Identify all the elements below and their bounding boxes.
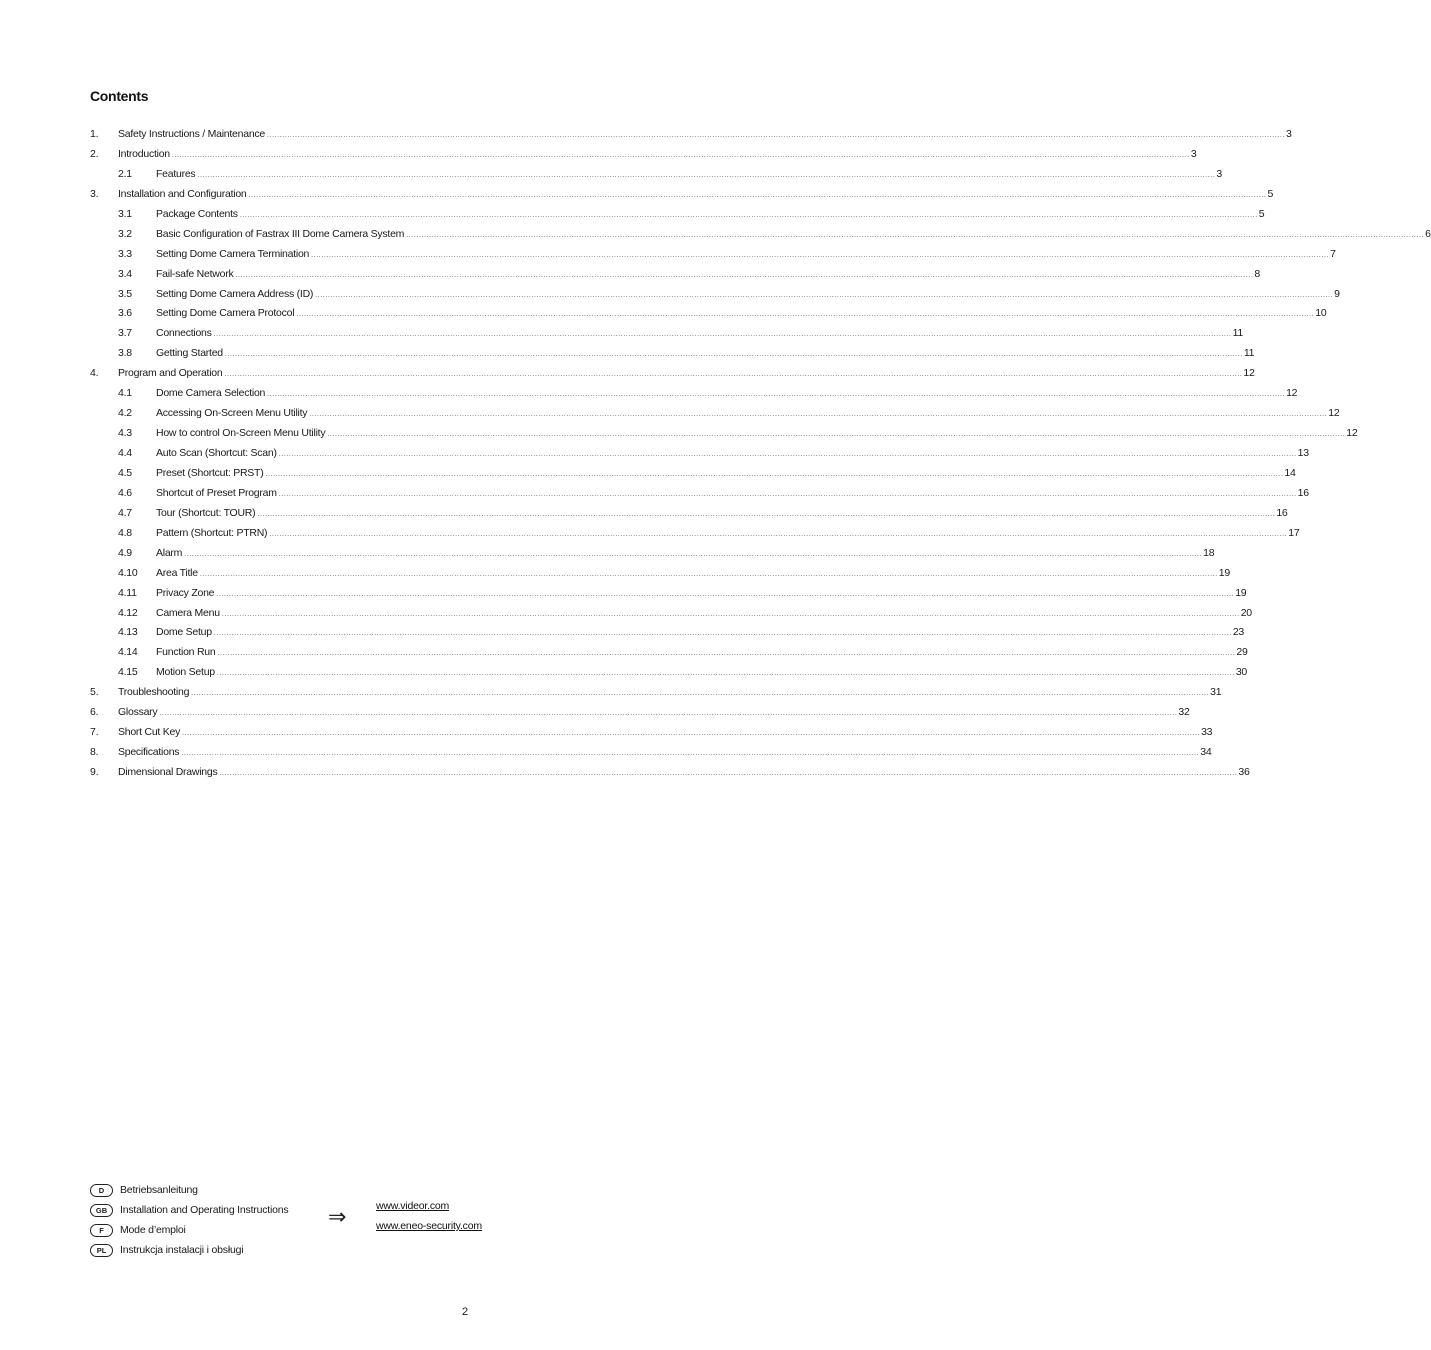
toc-leader-dots: ................................................................................................................................................................................................................................................................................................................................................................................................................ [182,730,1201,738]
toc-leader-dots: ................................................................................................................................................................................................................................................................................................................................................................................................................ [311,251,1330,259]
toc-leader-dots: ................................................................................................................................................................................................................................................................................................................................................................................................................ [265,470,1284,478]
toc-entry[interactable] [90,606,1252,627]
toc-entry-page: 32 [1178,706,1190,719]
toc-entry[interactable] [90,726,1213,746]
toc-leader-dots: ................................................................................................................................................................................................................................................................................................................................................................................................................ [181,750,1200,758]
toc-leader-dots: ................................................................................................................................................................................................................................................................................................................................................................................................................ [217,650,1236,658]
toc-leader-dots: ................................................................................................................................................................................................................................................................................................................................................................................................................ [197,171,1216,179]
toc-leader-dots: ................................................................................................................................................................................................................................................................................................................................................................................................................ [224,351,1243,359]
toc-entry-number: 4.15 [118,666,138,679]
toc-entry[interactable] [90,766,1250,786]
toc-entry-number: 4.10 [118,566,138,579]
language-item [90,1180,288,1200]
toc-entry-page: 29 [1236,646,1248,659]
toc-entry-title: Connections [156,327,212,340]
toc-entry[interactable] [90,686,1222,706]
toc-entry-number: 6. [90,706,99,719]
language-label: Mode d’emploi [120,1224,186,1236]
toc-entry-title: Safety Instructions / Maintenance [118,128,265,140]
toc-entry-title: Setting Dome Camera Protocol [156,307,295,320]
toc-entry-title: Privacy Zone [156,586,215,599]
toc-entry[interactable] [90,746,1212,766]
toc-entry-page: 17 [1288,526,1300,539]
toc-entry-page: 7 [1330,247,1336,260]
toc-entry-title: Camera Menu [156,606,220,619]
toc-leader-dots: ................................................................................................................................................................................................................................................................................................................................................................................................................ [239,211,1258,219]
toc-leader-dots: ................................................................................................................................................................................................................................................................................................................................................................................................................ [213,331,1232,339]
toc-leader-dots: ................................................................................................................................................................................................................................................................................................................................................................................................................ [248,191,1267,199]
toc-entry-title: Alarm [156,546,183,559]
arrow-icon: ⇒ [328,1205,347,1230]
toc-entry-number: 4.5 [118,466,132,479]
toc-entry-number: 4.4 [118,447,132,459]
toc-entry[interactable] [90,247,1336,268]
toc-entry[interactable] [90,207,1265,228]
toc-entry[interactable] [90,187,1274,208]
language-item [90,1220,288,1240]
toc-entry-number: 9. [90,766,99,778]
toc-entry[interactable] [90,287,1340,308]
toc-entry[interactable] [90,626,1244,646]
toc-entry-number: 5. [90,686,99,699]
toc-entry[interactable] [90,506,1288,527]
toc-entry[interactable] [90,227,1431,248]
toc-entry-title: Basic Configuration of Fastrax III Dome Camera System [156,227,405,240]
toc-entry-title: Short Cut Key [118,726,181,739]
toc-entry-page: 16 [1297,486,1309,499]
toc-leader-dots: ................................................................................................................................................................................................................................................................................................................................................................................................................ [257,510,1276,518]
toc-entry[interactable] [90,367,1255,387]
toc-entry-number: 4.9 [118,546,132,559]
toc-entry-title: Package Contents [156,207,238,220]
toc-entry[interactable] [90,347,1255,367]
toc-entry-page: 31 [1210,686,1222,699]
toc-entry-page: 11 [1232,327,1243,340]
toc-entry-number: 3.8 [118,347,132,360]
toc-entry-title: Glossary [118,706,158,719]
toc-entry-title: Pattern (Shortcut: PTRN) [156,526,268,539]
toc-entry[interactable] [90,666,1247,686]
toc-entry-page: 8 [1254,267,1260,280]
toc-entry-title: Getting Started [156,347,223,360]
toc-entry-page: 19 [1218,566,1230,579]
toc-entry-page: 11 [1243,347,1255,360]
toc-entry-page: 10 [1315,307,1327,320]
toc-leader-dots: ................................................................................................................................................................................................................................................................................................................................................................................................................ [219,770,1238,777]
toc-entry-number: 4.13 [118,626,138,639]
toc-leader-dots: ................................................................................................................................................................................................................................................................................................................................................................................................................ [309,411,1328,419]
toc-leader-dots: ................................................................................................................................................................................................................................................................................................................................................................................................................ [315,291,1334,299]
toc-entry-page: 36 [1238,766,1250,778]
toc-entry-page: 30 [1235,666,1247,679]
toc-leader-dots: ................................................................................................................................................................................................................................................................................................................................................................................................................ [216,590,1235,598]
toc-entry-title: Tour (Shortcut: TOUR) [156,506,256,519]
toc-entry-title: Setting Dome Camera Termination [156,247,310,260]
language-code-badge: D [90,1184,113,1197]
toc-leader-dots: ................................................................................................................................................................................................................................................................................................................................................................................................................ [278,451,1297,458]
toc-entry-number: 1. [90,128,99,140]
website-links [376,1200,482,1240]
toc-entry-title: Program and Operation [118,367,223,380]
toc-entry-number: 4.1 [118,387,132,400]
toc-entry[interactable] [90,128,1292,148]
toc-entry-number: 3.6 [118,307,132,320]
toc-entry-title: Fail-safe Network [156,267,234,280]
toc-entry-page: 19 [1235,586,1247,599]
toc-entry-title: Preset (Shortcut: PRST) [156,466,264,479]
toc-entry-page: 12 [1243,367,1255,380]
toc-entry-title: Dimensional Drawings [118,766,218,778]
toc-entry-page: 16 [1276,506,1288,519]
website-link[interactable]: www.videor.com [376,1200,450,1212]
toc-entry-title: Area Title [156,566,198,579]
toc-entry[interactable] [90,427,1358,447]
toc-entry-number: 4.12 [118,606,138,619]
toc-entry-page: 12 [1286,387,1298,400]
language-label: Betriebsanleitung [120,1184,198,1196]
language-label: Instrukcja instalacji i obsługi [120,1244,244,1256]
toc-entry-page: 33 [1201,726,1213,739]
toc-entry-number: 3.4 [118,267,132,280]
toc-entry[interactable] [90,267,1260,288]
toc-entry[interactable] [90,447,1309,467]
toc-entry-page: 12 [1328,407,1340,420]
toc-entry-number: 4.8 [118,526,132,539]
toc-leader-dots: ................................................................................................................................................................................................................................................................................................................................................................................................................ [159,710,1178,718]
toc-entry-page: 34 [1200,746,1212,759]
toc-entry-title: Auto Scan (Shortcut: Scan) [156,447,277,459]
toc-entry-number: 2.1 [118,167,132,180]
toc-entry[interactable] [90,586,1247,607]
toc-entry-number: 3. [90,187,99,200]
toc-entry-title: Installation and Configuration [118,187,247,200]
toc-entry[interactable] [90,167,1222,188]
page-title: Contents [90,88,149,104]
toc-entry-number: 3.3 [118,247,132,260]
website-link[interactable]: www.eneo-security.com [376,1220,482,1232]
toc-entry-page: 14 [1284,466,1296,479]
toc-entry-page: 23 [1232,626,1244,639]
toc-entry-page: 3 [1190,147,1197,160]
language-code-badge: GB [90,1204,113,1217]
toc-leader-dots: ................................................................................................................................................................................................................................................................................................................................................................................................................ [278,490,1297,498]
toc-leader-dots: ................................................................................................................................................................................................................................................................................................................................................................................................................ [171,151,1190,159]
toc-entry[interactable] [90,387,1298,407]
toc-entry-title: Features [156,167,196,180]
toc-leader-dots: ................................................................................................................................................................................................................................................................................................................................................................................................................ [216,670,1235,678]
toc-leader-dots: ................................................................................................................................................................................................................................................................................................................................................................................................................ [213,630,1232,638]
toc-entry-number: 3.7 [118,327,132,340]
toc-entry-title: Introduction [118,147,170,160]
toc-entry[interactable] [90,307,1327,327]
language-list [90,1180,288,1260]
language-code-badge: F [90,1224,113,1237]
toc-entry[interactable] [90,466,1296,487]
toc-leader-dots: ................................................................................................................................................................................................................................................................................................................................................................................................................ [235,271,1254,279]
toc-entry[interactable] [90,526,1300,547]
page-number: 2 [461,1306,469,1318]
toc-leader-dots: ................................................................................................................................................................................................................................................................................................................................................................................................................ [184,550,1203,558]
toc-entry-page: 9 [1334,287,1340,300]
toc-entry[interactable] [90,706,1190,726]
toc-entry[interactable] [90,486,1309,507]
toc-entry-title: Dome Setup [156,626,212,639]
language-item [90,1200,288,1220]
toc-entry-page: 5 [1258,207,1265,220]
table-of-contents [90,128,1431,786]
toc-entry-title: Specifications [118,746,180,759]
toc-leader-dots: ................................................................................................................................................................................................................................................................................................................................................................................................................ [191,690,1210,698]
toc-leader-dots: ................................................................................................................................................................................................................................................................................................................................................................................................................ [267,391,1286,399]
language-label: Installation and Operating Instructions [120,1204,289,1216]
toc-entry-title: Dome Camera Selection [156,387,266,400]
toc-leader-dots: ................................................................................................................................................................................................................................................................................................................................................................................................................ [269,530,1288,538]
toc-entry-number: 4.7 [118,506,132,519]
toc-entry[interactable] [90,407,1340,427]
toc-entry-page: 13 [1297,447,1309,459]
toc-entry[interactable] [90,147,1197,168]
toc-entry-number: 7. [90,726,99,739]
toc-entry-number: 3.5 [118,287,132,300]
toc-entry-page: 3 [1285,128,1292,140]
toc-entry[interactable] [90,566,1230,587]
toc-entry-number: 4.6 [118,486,132,499]
toc-leader-dots: ................................................................................................................................................................................................................................................................................................................................................................................................................ [199,570,1218,578]
toc-leader-dots: ................................................................................................................................................................................................................................................................................................................................................................................................................ [267,132,1285,139]
toc-entry-page: 18 [1203,546,1215,559]
toc-leader-dots: ................................................................................................................................................................................................................................................................................................................................................................................................................ [327,431,1346,439]
toc-entry-number: 4.2 [118,407,132,420]
toc-entry-page: 12 [1346,427,1358,440]
toc-entry-title: Motion Setup [156,666,215,679]
toc-entry-page: 20 [1240,606,1252,619]
toc-entry-title: Troubleshooting [118,686,190,699]
toc-leader-dots: ................................................................................................................................................................................................................................................................................................................................................................................................................ [221,610,1240,618]
toc-entry-title: Shortcut of Preset Program [156,486,277,499]
toc-entry-title: Setting Dome Camera Address (ID) [156,287,314,300]
toc-entry[interactable] [90,646,1248,666]
language-item [90,1240,288,1260]
toc-entry-title: Accessing On-Screen Menu Utility [156,407,308,420]
toc-leader-dots: ................................................................................................................................................................................................................................................................................................................................................................................................................ [406,231,1425,239]
toc-entry-title: How to control On-Screen Menu Utility [156,427,326,440]
toc-entry-number: 2. [90,147,99,160]
toc-entry-number: 3.2 [118,227,132,240]
toc-entry-page: 6 [1425,227,1431,240]
toc-entry-number: 4. [90,367,99,380]
toc-entry[interactable] [90,546,1215,567]
toc-entry-title: Function Run [156,646,216,659]
toc-entry-number: 4.14 [118,646,138,659]
toc-entry-number: 8. [90,746,99,759]
toc-leader-dots: ................................................................................................................................................................................................................................................................................................................................................................................................................ [224,371,1243,379]
language-code-badge: PL [90,1244,113,1257]
toc-entry-number: 4.11 [118,586,137,599]
toc-entry-page: 5 [1267,187,1274,200]
toc-entry[interactable] [90,327,1243,347]
toc-entry-number: 3.1 [118,207,132,220]
toc-leader-dots: ................................................................................................................................................................................................................................................................................................................................................................................................................ [296,311,1315,319]
toc-entry-page: 3 [1216,167,1222,180]
toc-entry-number: 4.3 [118,427,132,440]
